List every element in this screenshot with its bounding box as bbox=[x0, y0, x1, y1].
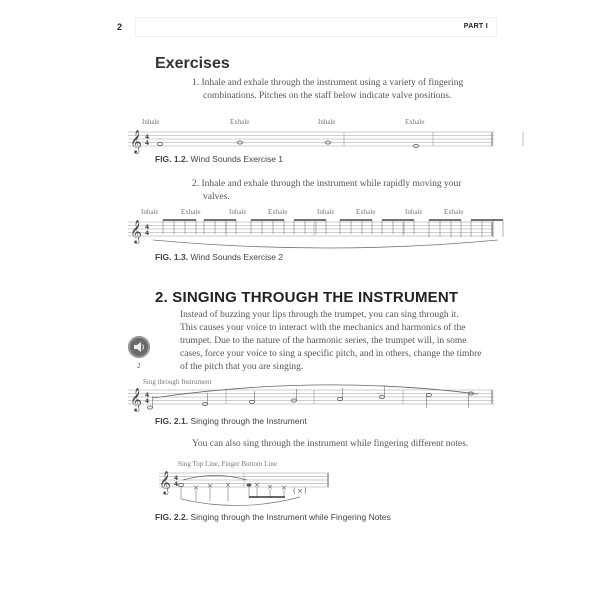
figure-caption-2-2: FIG. 2.2. Singing through the Instrument while Fingering Notes bbox=[155, 512, 391, 522]
svg-text:𝄞: 𝄞 bbox=[130, 219, 142, 243]
figure-caption-1-2: FIG. 1.2. Wind Sounds Exercise 1 bbox=[155, 154, 284, 164]
exercise-item-2 bbox=[192, 178, 461, 204]
item-number: 1. bbox=[192, 78, 200, 88]
svg-text:×: × bbox=[254, 481, 260, 489]
audio-track-button[interactable] bbox=[128, 336, 150, 358]
staff-label: Inhale bbox=[141, 208, 159, 216]
part-label: PART I bbox=[463, 23, 488, 30]
section-heading-exercises: Exercises bbox=[155, 55, 230, 72]
staff-label: Sing Top Line, Finger Bottom Line bbox=[178, 460, 277, 468]
svg-text:×: × bbox=[267, 483, 273, 491]
staff-label: Exhale bbox=[181, 208, 201, 216]
svg-text:×: × bbox=[207, 482, 213, 490]
music-staff-fig-2-1 bbox=[118, 386, 498, 416]
item-number: 2. bbox=[192, 179, 200, 189]
staff-label: Inhale bbox=[142, 118, 160, 126]
svg-text:×: × bbox=[193, 484, 199, 492]
svg-text:×: × bbox=[281, 484, 287, 492]
svg-text:×: × bbox=[297, 487, 303, 495]
svg-text:4: 4 bbox=[145, 134, 150, 141]
item-text-cont: valves. bbox=[203, 192, 230, 202]
staff-label: Inhale bbox=[229, 208, 247, 216]
svg-text:4: 4 bbox=[145, 224, 150, 231]
staff-label: Exhale bbox=[405, 118, 425, 126]
speaker-icon bbox=[132, 340, 146, 354]
svg-text:𝄞: 𝄞 bbox=[159, 470, 171, 494]
staff-label: Inhale bbox=[318, 118, 336, 126]
staff-label: Exhale bbox=[444, 208, 464, 216]
section-paragraph: Instead of buzzing your lips through the trumpet, you can sing through it. This causes your voice to interact with the mechanics and harmonics of the trumpet. Due to the nature of the harmonic series, the trumpet will, in some cases, force your voice to sing a specific pitch, and in others, change the timbre of the pitch that you are singing. bbox=[180, 310, 482, 372]
figure-caption-1-3: FIG. 1.3. Wind Sounds Exercise 2 bbox=[155, 252, 284, 262]
svg-text:4: 4 bbox=[145, 392, 150, 399]
figure-caption-2-1: FIG. 2.1. Singing through the Instrument bbox=[155, 416, 307, 426]
music-staff-fig-2-2 bbox=[155, 469, 335, 509]
svg-text:×: × bbox=[225, 481, 231, 489]
music-staff-fig-1-2 bbox=[118, 128, 498, 152]
music-staff-fig-1-3 bbox=[118, 218, 498, 250]
staff-label: Sing through Instrument bbox=[143, 378, 212, 386]
staff-label: Exhale bbox=[230, 118, 250, 126]
section-heading-singing: 2. SINGING THROUGH THE INSTRUMENT bbox=[155, 289, 459, 306]
staff-label: Inhale bbox=[317, 208, 335, 216]
section-paragraph-2: You can also sing through the instrument while fingering different notes. bbox=[192, 439, 469, 449]
header-rule bbox=[135, 17, 497, 37]
audio-track-number: 2 bbox=[137, 362, 141, 370]
svg-text:𝄞: 𝄞 bbox=[130, 387, 142, 411]
page-number: 2 bbox=[117, 22, 123, 32]
svg-text:(: ( bbox=[293, 487, 296, 495]
svg-text:4: 4 bbox=[145, 230, 150, 237]
staff-label: Inhale bbox=[405, 208, 423, 216]
svg-text:4: 4 bbox=[145, 398, 150, 405]
svg-text:4: 4 bbox=[174, 481, 179, 488]
staff-label: Exhale bbox=[356, 208, 376, 216]
svg-text:4: 4 bbox=[174, 475, 179, 482]
staff-label: Exhale bbox=[268, 208, 288, 216]
svg-text:𝄞: 𝄞 bbox=[130, 129, 142, 153]
svg-text:4: 4 bbox=[145, 140, 150, 147]
item-text-cont: combinations. Pitches on the staff below indicate valve positions. bbox=[203, 91, 452, 101]
item-text: Inhale and exhale through the instrument while rapidly moving your bbox=[201, 179, 462, 189]
svg-text:): ) bbox=[304, 487, 307, 495]
item-text: Inhale and exhale through the instrument using a variety of fingering bbox=[201, 78, 464, 88]
exercise-item-1 bbox=[192, 77, 463, 103]
